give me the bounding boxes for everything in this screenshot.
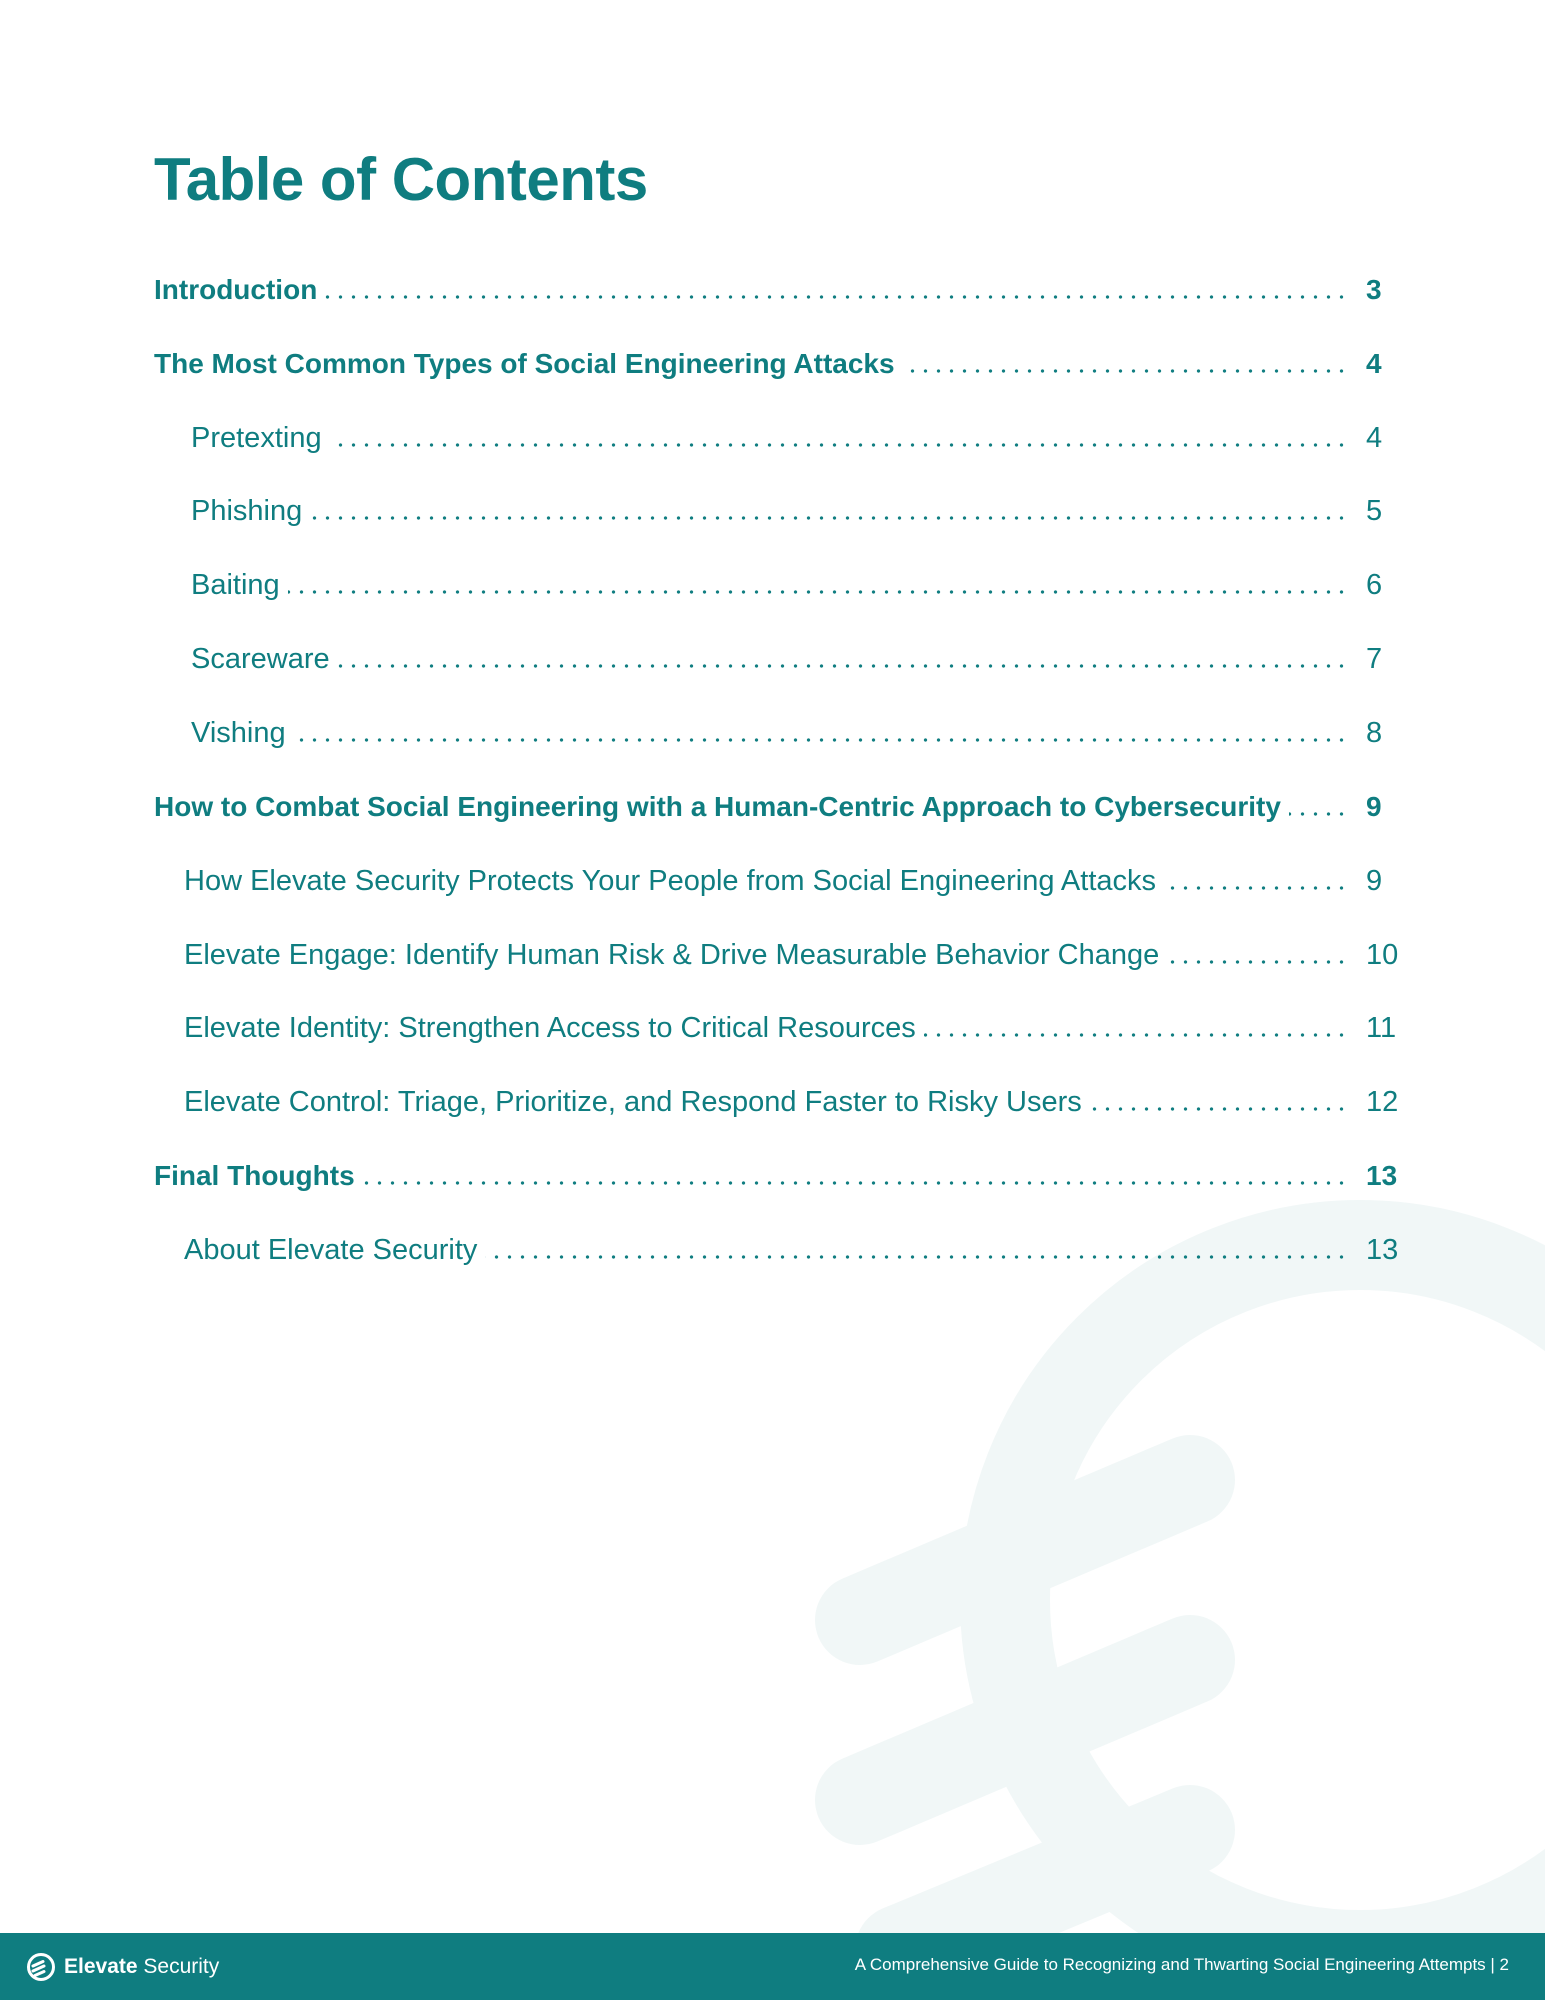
toc-dot-leader bbox=[1164, 871, 1348, 891]
toc-dot-leader bbox=[288, 575, 1348, 595]
toc-entry-label: Baiting bbox=[191, 569, 280, 601]
toc-dot-leader bbox=[1090, 1092, 1348, 1112]
toc-entry-page-number: 10 bbox=[1366, 939, 1399, 971]
toc-entry-label: Scareware bbox=[191, 643, 330, 675]
toc-dot-leader bbox=[310, 501, 1348, 521]
toc-entry-page-number: 4 bbox=[1366, 422, 1383, 454]
toc-entry[interactable] bbox=[0, 861, 1545, 901]
toc-entry[interactable] bbox=[0, 713, 1545, 753]
toc-entry[interactable] bbox=[0, 344, 1545, 384]
toc-entry-page-number: 6 bbox=[1366, 569, 1383, 601]
toc-entry-label: Vishing bbox=[191, 717, 286, 749]
toc-entry[interactable] bbox=[0, 491, 1545, 531]
toc-dot-leader bbox=[338, 649, 1348, 669]
toc-entry-page-number: 13 bbox=[1366, 1234, 1399, 1266]
elevate-logo-icon bbox=[26, 1952, 56, 1982]
toc-dot-leader bbox=[1167, 945, 1348, 965]
toc-entry-label: Final Thoughts bbox=[154, 1160, 355, 1191]
toc-entry[interactable] bbox=[0, 418, 1545, 458]
toc-entry-label: Pretexting bbox=[191, 422, 322, 454]
toc-entry-label: Elevate Identity: Strengthen Access to Critical Resources bbox=[184, 1012, 916, 1044]
toc-dot-leader bbox=[1289, 797, 1348, 817]
toc-entry-page-number: 13 bbox=[1366, 1160, 1398, 1191]
footer-brand-rest: Security bbox=[137, 1955, 220, 1978]
toc-entry[interactable] bbox=[0, 1156, 1545, 1196]
toc-entry-label: Introduction bbox=[154, 274, 318, 305]
footer-brand bbox=[64, 1955, 219, 1979]
page-footer bbox=[0, 1933, 1545, 2000]
toc-dot-leader bbox=[903, 354, 1348, 374]
footer-logo bbox=[26, 1951, 219, 1983]
toc-entry-page-number: 4 bbox=[1366, 348, 1382, 379]
toc-entry-page-number: 12 bbox=[1366, 1086, 1399, 1118]
toc-dot-leader bbox=[330, 428, 1348, 448]
toc-entry-page-number: 7 bbox=[1366, 643, 1383, 675]
toc-entry[interactable] bbox=[0, 935, 1545, 975]
toc-dot-leader bbox=[325, 280, 1348, 300]
toc-entry[interactable] bbox=[0, 270, 1545, 310]
toc-dot-leader bbox=[924, 1018, 1348, 1038]
toc-entry-label: How to Combat Social Engineering with a Human-Centric Approach to Cybersecurity bbox=[154, 791, 1281, 822]
toc-entry-page-number: 8 bbox=[1366, 717, 1383, 749]
footer-brand-bold: Elevate bbox=[64, 1955, 138, 1978]
page-title: Table of Contents bbox=[154, 146, 648, 213]
toc-entry[interactable] bbox=[0, 1230, 1545, 1270]
toc-entry[interactable] bbox=[0, 565, 1545, 605]
toc-entry-page-number: 11 bbox=[1366, 1012, 1397, 1044]
toc-entry-label: Elevate Engage: Identify Human Risk & Drive Measurable Behavior Change bbox=[184, 939, 1160, 971]
toc-entry-label: About Elevate Security bbox=[184, 1234, 478, 1266]
toc-entry-page-number: 5 bbox=[1366, 495, 1383, 527]
toc-entry-page-number: 9 bbox=[1366, 865, 1383, 897]
toc-entry-label: Elevate Control: Triage, Prioritize, and Respond Faster to Risky Users bbox=[184, 1086, 1082, 1118]
toc-entry-label: How Elevate Security Protects Your People from Social Engineering Attacks bbox=[184, 865, 1157, 897]
toc-dot-leader bbox=[485, 1240, 1348, 1260]
toc-entry[interactable] bbox=[0, 639, 1545, 679]
toc-entry[interactable] bbox=[0, 1008, 1545, 1048]
footer-caption: A Comprehensive Guide to Recognizing and Thwarting Social Engineering Attempts | 2 bbox=[854, 1955, 1509, 1974]
toc-entry-page-number: 9 bbox=[1366, 791, 1382, 822]
toc-dot-leader bbox=[294, 723, 1348, 743]
toc-entry-page-number: 3 bbox=[1366, 274, 1382, 305]
toc-dot-leader bbox=[363, 1166, 1348, 1186]
toc-entry[interactable] bbox=[0, 787, 1545, 827]
toc-entry[interactable] bbox=[0, 1082, 1545, 1122]
toc-entry-label: Phishing bbox=[191, 495, 303, 527]
toc-entry-label: The Most Common Types of Social Engineering Attacks bbox=[154, 348, 895, 379]
